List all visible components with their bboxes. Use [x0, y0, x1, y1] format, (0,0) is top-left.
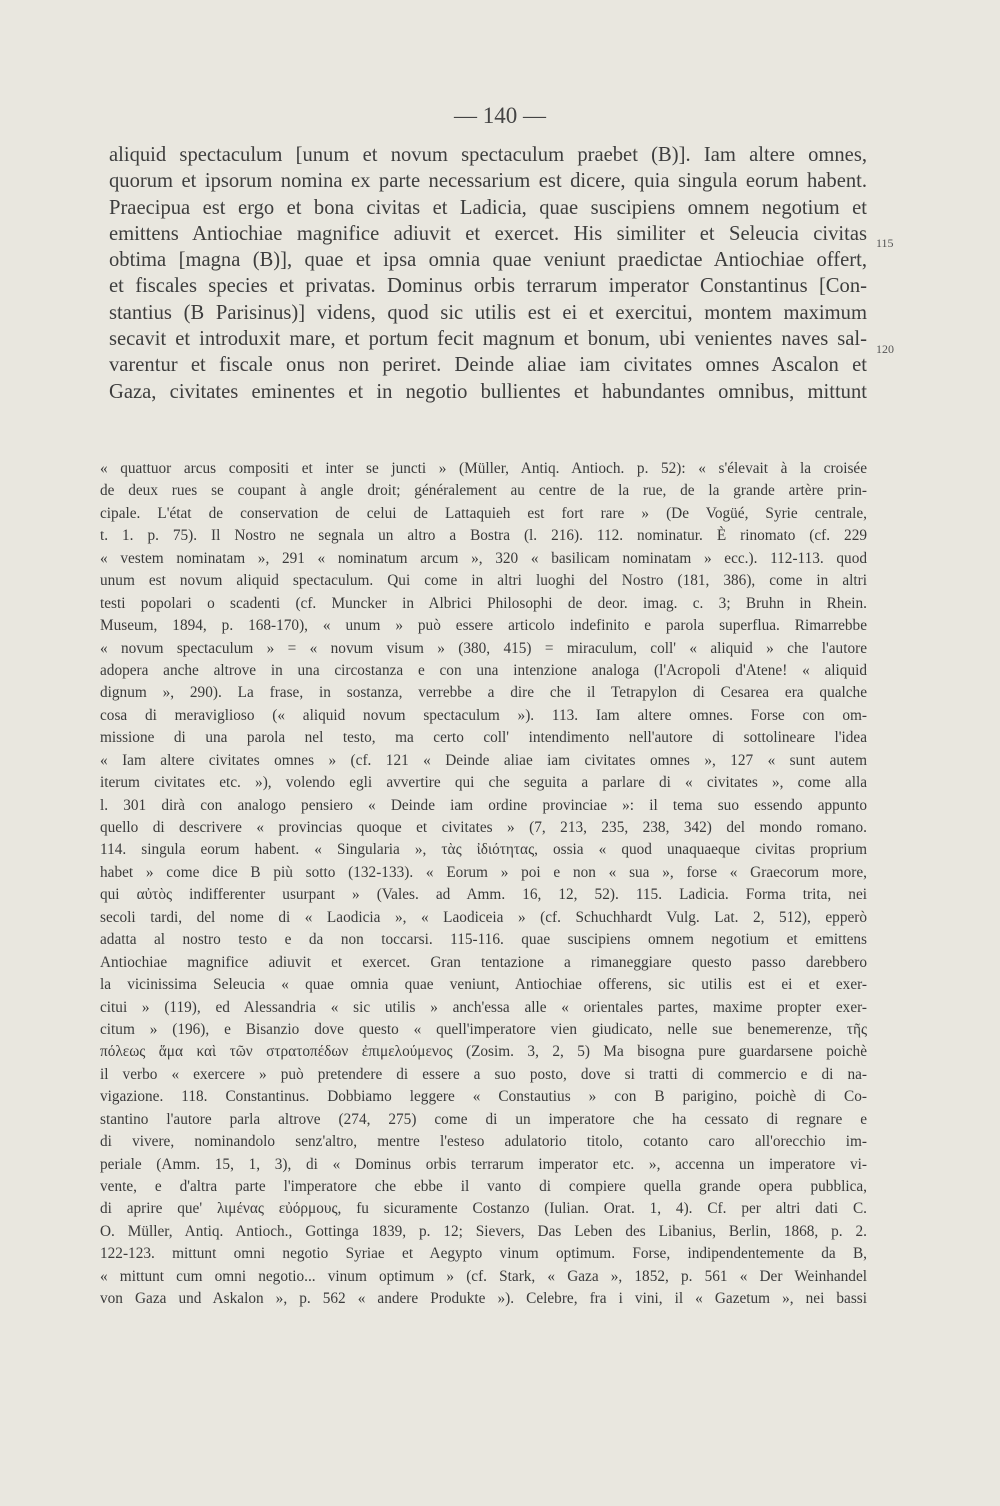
line-marker: 115	[876, 236, 894, 250]
note-line: quello di descrivere « provincias quoque et civitates » (7, 213, 235, 238, 342) del mondo romano.	[100, 819, 867, 836]
note-line: von Gaza und Askalon », p. 562 « andere Produkte »). Celebre, fra i vini, il « Gazetum », nei bassi	[100, 1290, 867, 1308]
note-line: unum est novum aliquid spectaculum. Qui come in altri luoghi del Nostro (181, 386), come in altri	[100, 572, 867, 590]
page-number: — 140 —	[454, 103, 546, 128]
note-line: il verbo « exercere » può pretendere di essere a suo posto, dove si tratti di commercio e di na-	[100, 1065, 867, 1083]
note-line: adopera anche altrove in una circostanza e con una intenzione analoga (l'Acropoli d'Atene! « aliquid	[100, 661, 867, 679]
main-text-line: Gaza, civitates eminentes et in negotio bullientes et habundantes omnibus, mittunt	[109, 380, 867, 403]
note-line: t. 1. p. 75). Il Nostro ne segnala un altro a Bostra (l. 216). 112. nominatur. È rinomato (cf. 229	[100, 527, 867, 545]
note-line: citum » (196), e Bisanzio dove questo « quell'imperatore vien giudicato, nelle sue benemerenze, τῆς	[100, 1020, 867, 1038]
main-text-line: Praecipua est ergo et bona civitas et Ladicia, quae suscipiens omnem negotium et	[109, 196, 867, 219]
note-line: « vestem nominatam », 291 « nominatum arcum », 320 « basilicam nominatam » ecc.). 112-113. quod	[100, 549, 867, 567]
note-line: habet » come dice B più sotto (132-133). « Eorum » poi e non « sua », forse « Graecorum more,	[100, 863, 867, 881]
note-line: cosa di meraviglioso (« aliquid novum spectaculum »). 113. Iam altere omnes. Forse con om-	[100, 706, 867, 724]
note-line: cipale. L'état de conservation de celui de Lattaquieh est fort rare » (De Vogüé, Syrie centrale,	[100, 504, 867, 522]
note-line: « novum spectaculum » = « novum visum » (380, 415) = miraculum, coll' « aliquid » che l'autore	[100, 639, 867, 657]
main-text-line: stantius (B Parisinus)] videns, quod sic utilis est ei et exercitui, montem maximum	[109, 301, 867, 324]
main-text-line: et fiscales species et privatas. Dominus orbis terrarum imperator Constantinus [Con-	[109, 275, 867, 298]
note-line: adatta al nostro testo e da non toccarsi. 115-116. quae suscipiens omnem negotium et emittens	[100, 931, 867, 949]
line-marker: 120	[876, 342, 894, 356]
note-line: O. Müller, Antiq. Antioch., Gottinga 1839, p. 12; Sievers, Das Leben des Libanius, Berlin, 1868, p. 2.	[100, 1222, 867, 1240]
note-line: di vivere, nominandolo senz'altro, mentre l'esteso adulatorio titolo, cotanto caro all'orecchio im-	[100, 1133, 867, 1151]
note-line: Antiochiae magnifice adiuvit et exercet. Gran tentazione a rimaneggiare questo passo darebbero	[100, 953, 867, 971]
main-text-line: quorum et ipsorum nomina ex parte necessarium est dicere, quia singula eorum habent.	[109, 170, 867, 193]
note-line: 114. singula eorum habent. « Singularia », τὰς ἰδιότητας, ossia « quod unaquaeque civitas proprium	[100, 841, 867, 859]
note-line: « mittunt cum omni negotio... vinum optimum » (cf. Stark, « Gaza », 1852, p. 561 « Der Weinhandel	[100, 1267, 867, 1285]
main-text-line: varentur et fiscale onus non periret. Deinde aliae iam civitates omnes Ascalon et	[109, 354, 867, 377]
main-text-line: aliquid spectaculum [unum et novum spectaculum praebet (B)]. Iam altere omnes,	[109, 144, 867, 166]
note-line: qui αὐτὸς indifferenter usurpant » (Vales. ad Amm. 16, 12, 52). 115. Ladicia. Forma trita, nei	[100, 886, 867, 904]
note-line: periale (Amm. 15, 1, 3), di « Dominus orbis terrarum imperator etc. », accenna un imperatore vi-	[100, 1155, 867, 1173]
note-line: πόλεως ἅμα καὶ τῶν στρατοπέδων ἐπιμελούμενος (Zosim. 3, 2, 5) Ma bisogna pure guardarsene poichè	[100, 1043, 867, 1061]
note-line: missione di una parola nel testo, ma certo coll' intendimento nell'autore di sottolineare l'idea	[100, 729, 867, 747]
note-line: stantino l'autore parla altrove (274, 275) come di un imperatore che ha cessato di regnare e	[100, 1110, 867, 1128]
note-line: iterum civitates etc. »), volendo egli avvertire qui che seguita a parlare di « civitates », come alla	[100, 774, 867, 792]
main-text-line: emittens Antiochiae magnifice adiuvit et exercet. His similiter et Seleucia civitas	[109, 222, 867, 245]
note-line: l. 301 dirà con analogo pensiero « Deinde iam ordine provinciae »: il tema suo essendo appunto	[100, 796, 867, 814]
note-line: la vicinissima Seleucia « quae omnia quae veniunt, Antiochiae offerens, sic utilis est ei et exer-	[100, 976, 867, 994]
note-line: di aprire que' λιμένας εὐόρμους, fu sicuramente Costanzo (Iulian. Orat. 1, 4). Cf. per altri dati C.	[100, 1200, 867, 1218]
note-line: secoli tardi, del nome di « Laodicia », « Laodiceia » (cf. Schuchhardt Vulg. Lat. 2, 512), epperò	[100, 908, 867, 926]
main-text-line: obtima [magna (B)], quae et ipsa omnia quae veniunt praedictae Antiochiae offert,	[109, 249, 867, 272]
note-line: citui » (119), ed Alessandria « sic utilis » anch'essa alle « orientales partes, maxime propter exer-	[100, 998, 867, 1016]
note-line: Museum, 1894, p. 168-170), « unum » può essere articolo indefinito e parola superflua. Rimarrebbe	[100, 617, 867, 635]
note-line: testi popolari o scadenti (cf. Muncker in Albrici Philosophi de deor. imag. c. 3; Bruhn in Rhein.	[100, 594, 867, 612]
note-line: vigazione. 118. Constantinus. Dobbiamo leggere « Constautius » con B parigino, poichè di Co-	[100, 1088, 867, 1106]
commentary-notes	[100, 458, 867, 1311]
main-text-line: secavit et introduxit mare, et portum fecit magnum et bonum, ubi venientes naves sal-	[109, 328, 867, 351]
note-line: vente, e d'altra parte l'imperatore che ebbe il vanto di compiere quella grande opera pubblica,	[100, 1178, 867, 1195]
note-line: de deux rues se coupant à angle droit; généralement au centre de la rue, de la grande artère prin-	[100, 482, 867, 500]
note-line: 122-123. mittunt omni negotio Syriae et Aegypto vinum optimum. Forse, indipendentemente da B,	[100, 1245, 867, 1263]
note-line: dignum », 290). La frase, in sostanza, verrebbe a dire che il Tetrapylon di Cesarea era qualche	[100, 684, 867, 702]
note-line: « quattuor arcus compositi et inter se juncti » (Müller, Antiq. Antioch. p. 52): « s'élevait à la croisée	[100, 460, 867, 477]
main-text	[109, 142, 867, 405]
note-line: « Iam altere civitates omnes » (cf. 121 « Deinde aliae iam civitates omnes », 127 « sunt autem	[100, 751, 867, 769]
